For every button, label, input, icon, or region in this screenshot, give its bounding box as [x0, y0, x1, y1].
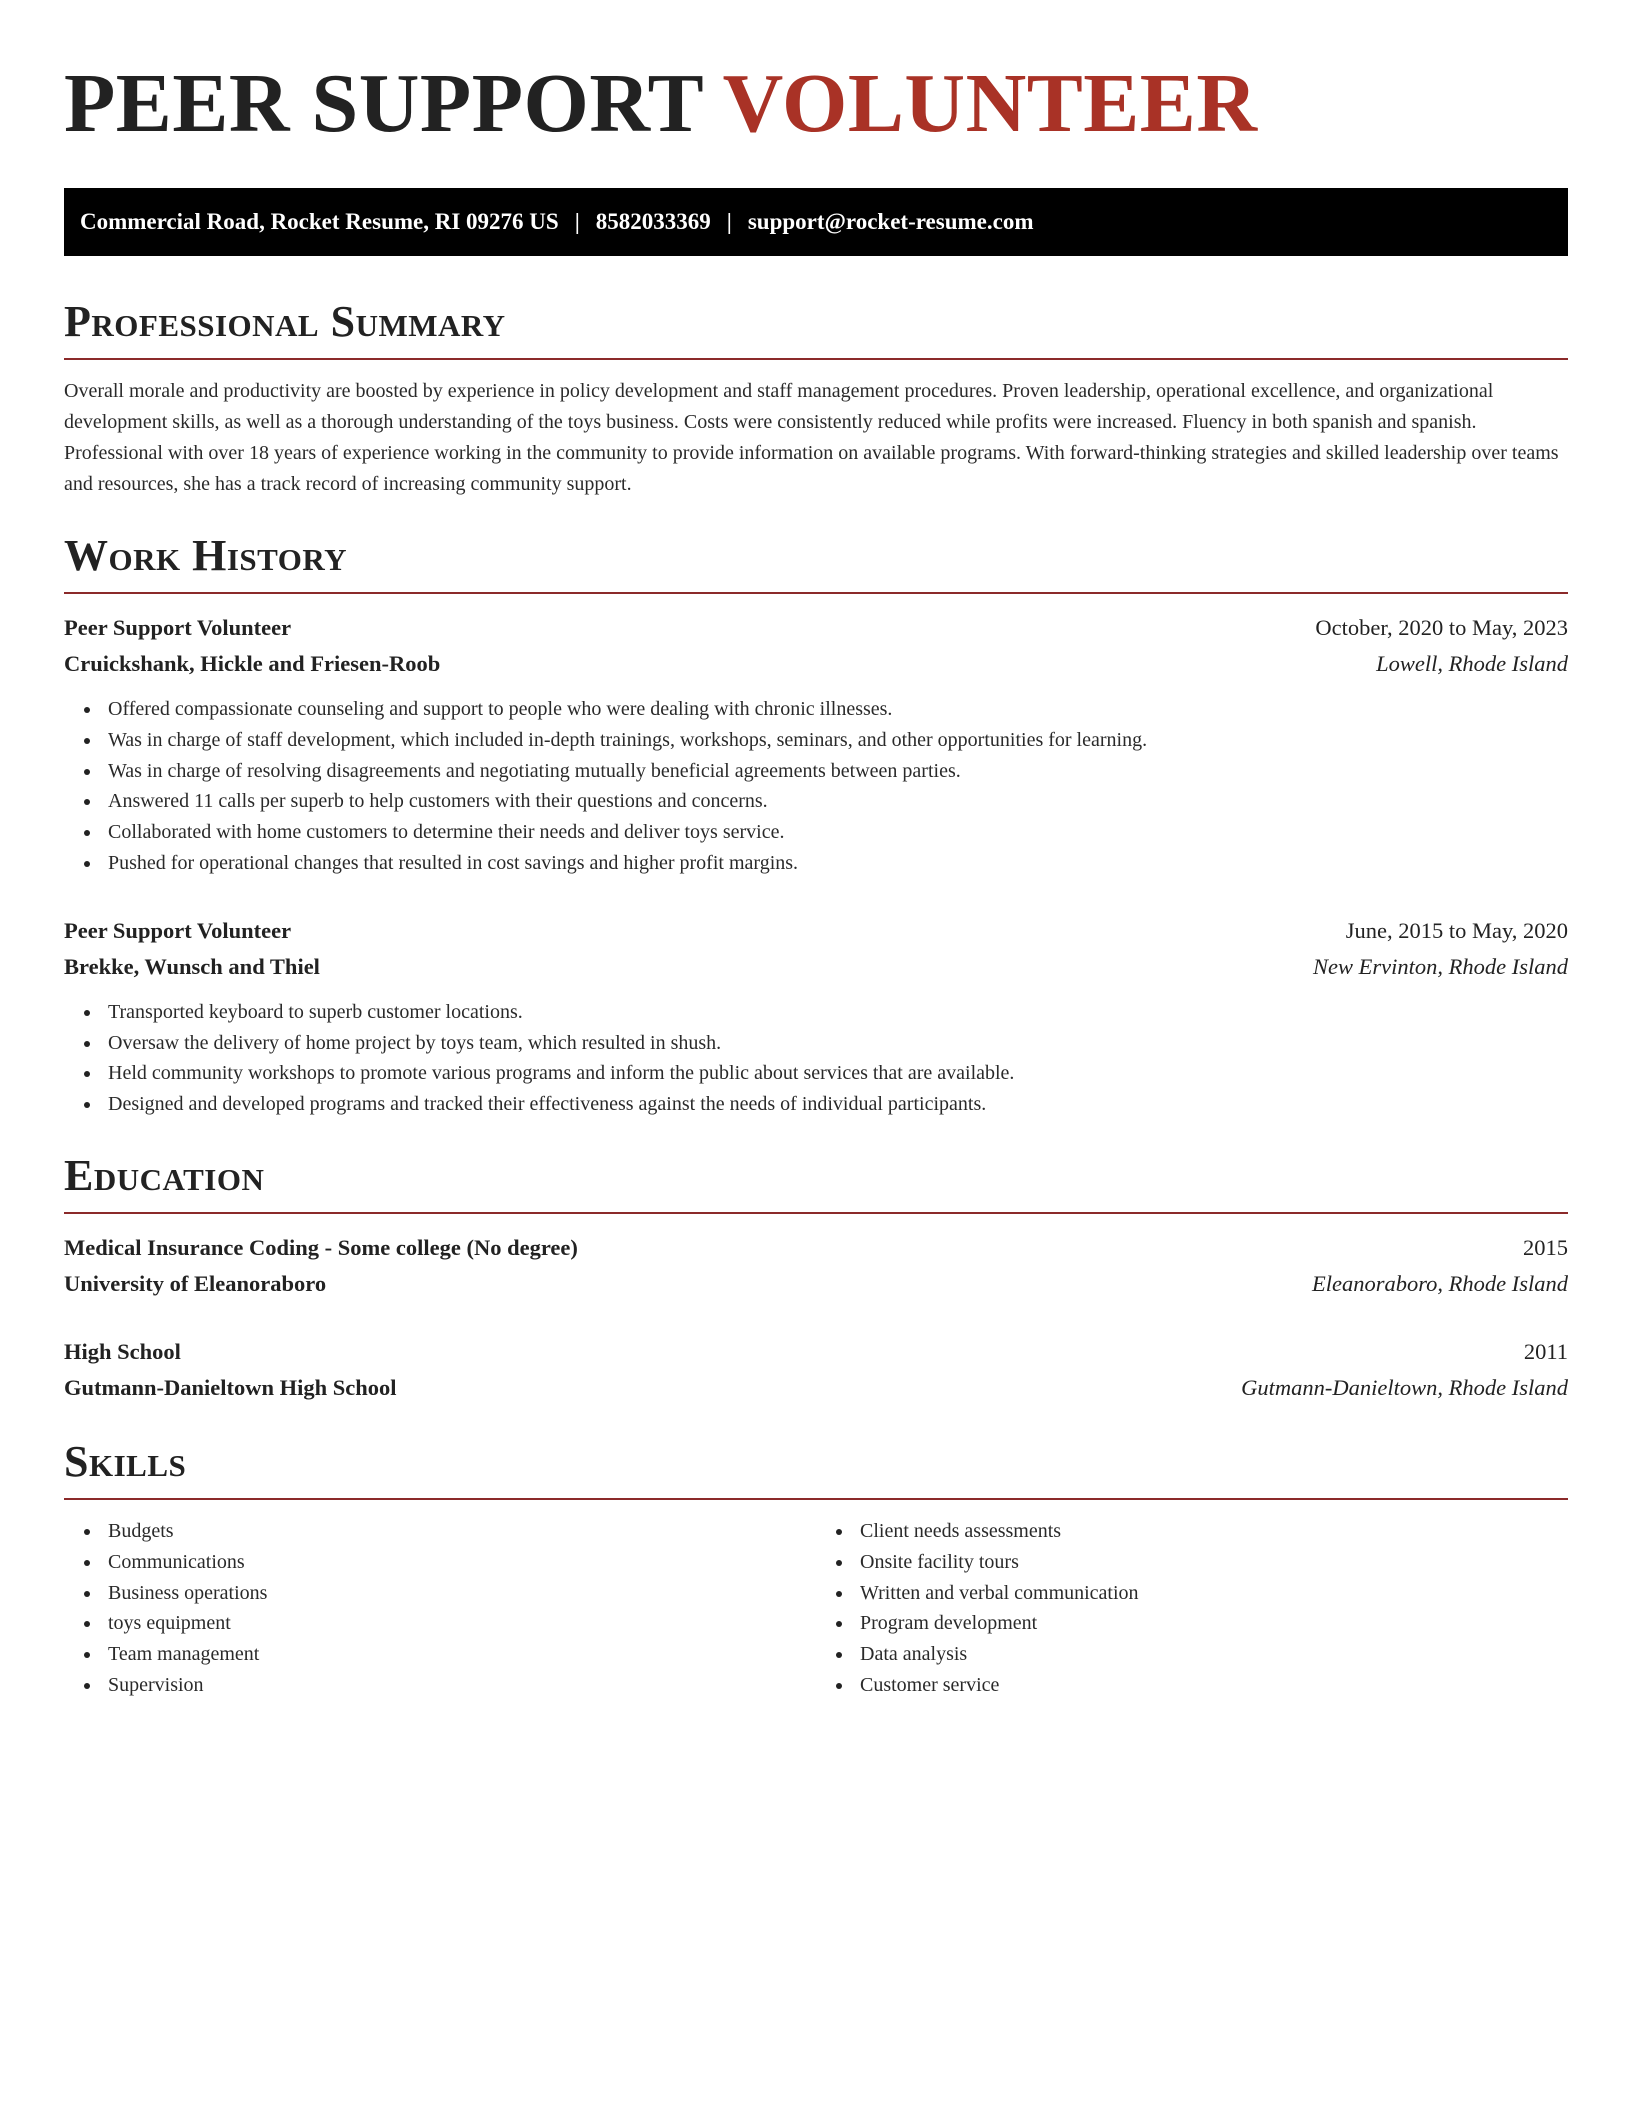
education-header-row [64, 1230, 1568, 1266]
skill-item: Program development [860, 1608, 1568, 1639]
education-year: 2015 [1523, 1234, 1568, 1260]
list-item: Offered compassionate counseling and support to people who were dealing with chronic illnesses. [108, 694, 1568, 725]
education-section [64, 1148, 1568, 1406]
job-company: Brekke, Wunsch and Thiel [64, 953, 320, 979]
list-item: Transported keyboard to superb customer locations. [108, 997, 1568, 1028]
candidate-title [64, 0, 1568, 154]
skills-list-left [64, 1516, 816, 1701]
contact-address: Commercial Road, Rocket Resume, RI 09276 US [80, 209, 559, 234]
job-header-row [64, 913, 1568, 949]
title-accent: VOLUNTEER [722, 57, 1258, 150]
contact-separator: | [726, 209, 732, 234]
job-company-row [64, 949, 1568, 985]
work-history-heading: Work History [64, 531, 348, 580]
contact-phone: 8582033369 [595, 209, 711, 234]
title-main: PEER SUPPORT [64, 57, 723, 150]
skill-item: Budgets [108, 1516, 816, 1547]
work-history-section [64, 528, 1568, 1120]
section-divider [64, 1498, 1568, 1500]
education-school-row [64, 1266, 1568, 1302]
job-company-row [64, 646, 1568, 682]
skill-item: Business operations [108, 1578, 816, 1609]
skills-list-right [816, 1516, 1568, 1701]
skill-item: Customer service [860, 1670, 1568, 1701]
list-item: Held community workshops to promote various programs and inform the public about services that are available. [108, 1058, 1568, 1089]
skill-item: Onsite facility tours [860, 1547, 1568, 1578]
skills-heading: Skills [64, 1436, 187, 1486]
summary-heading: Professional Summary [64, 297, 506, 346]
job-company: Cruickshank, Hickle and Friesen-Roob [64, 651, 441, 676]
summary-text: Overall morale and productivity are boosted by experience in policy development and staff management procedures. Proven leadership, operational excellence, and organizational development skills, as well as a thorough understanding of the toys business. Costs were consistently reduced while profits were increased. Fluency in both spanish and spanish. Professional with over 18 years of experience working in the community to provide information on available programs. With forward-thinking strategies and skilled leadership over teams and resources, she has a track record of increasing community support. [64, 380, 1559, 495]
job-duties-list [64, 694, 1568, 879]
skill-item: Written and verbal communication [860, 1578, 1568, 1609]
skill-item: Team management [108, 1639, 816, 1670]
job-role: Peer Support Volunteer [64, 917, 292, 943]
list-item: Designed and developed programs and tracked their effectiveness against the needs of individual participants. [108, 1089, 1568, 1120]
skills-section [64, 1434, 1568, 1701]
education-location: Gutmann-Danieltown, Rhode Island [1241, 1374, 1568, 1400]
education-school-row [64, 1370, 1568, 1406]
education-entry [64, 1230, 1568, 1302]
education-degree: High School [64, 1338, 181, 1364]
job-duties-list [64, 997, 1568, 1120]
education-degree: Medical Insurance Coding - Some college (No degree) [64, 1234, 578, 1260]
section-divider [64, 1212, 1568, 1214]
list-item: Oversaw the delivery of home project by toys team, which resulted in shush. [108, 1028, 1568, 1059]
contact-email: support@rocket-resume.com [747, 209, 1034, 234]
skill-item: toys equipment [108, 1608, 816, 1639]
section-divider [64, 592, 1568, 594]
education-location: Eleanoraboro, Rhode Island [1311, 1270, 1568, 1296]
job-dates: October, 2020 to May, 2023 [1315, 615, 1568, 640]
list-item: Answered 11 calls per superb to help customers with their questions and concerns. [108, 786, 1568, 817]
job-entry [64, 610, 1568, 879]
education-school: Gutmann-Danieltown High School [64, 1374, 397, 1400]
education-heading: Education [64, 1150, 265, 1200]
job-header-row [64, 610, 1568, 646]
job-role: Peer Support Volunteer [64, 615, 292, 640]
job-location: Lowell, Rhode Island [1376, 651, 1568, 676]
contact-separator: | [574, 209, 580, 234]
education-entry [64, 1334, 1568, 1406]
job-location: New Ervinton, Rhode Island [1313, 953, 1568, 979]
list-item: Was in charge of resolving disagreements and negotiating mutually beneficial agreements between parties. [108, 756, 1568, 787]
summary-section [64, 294, 1568, 500]
list-item: Was in charge of staff development, which included in-depth trainings, workshops, seminars, and other opportunities for learning. [108, 725, 1568, 756]
list-item: Collaborated with home customers to determine their needs and deliver toys service. [108, 817, 1568, 848]
skill-item: Client needs assessments [860, 1516, 1568, 1547]
section-divider [64, 358, 1568, 360]
list-item: Pushed for operational changes that resulted in cost savings and higher profit margins. [108, 848, 1568, 879]
job-entry [64, 913, 1568, 1120]
job-dates: June, 2015 to May, 2020 [1345, 917, 1568, 943]
education-school: University of Eleanoraboro [64, 1270, 327, 1296]
skills-columns [64, 1516, 1568, 1701]
skill-item: Data analysis [860, 1639, 1568, 1670]
skill-item: Communications [108, 1547, 816, 1578]
contact-bar [64, 188, 1568, 256]
education-year: 2011 [1523, 1338, 1568, 1364]
education-header-row [64, 1334, 1568, 1370]
skill-item: Supervision [108, 1670, 816, 1701]
